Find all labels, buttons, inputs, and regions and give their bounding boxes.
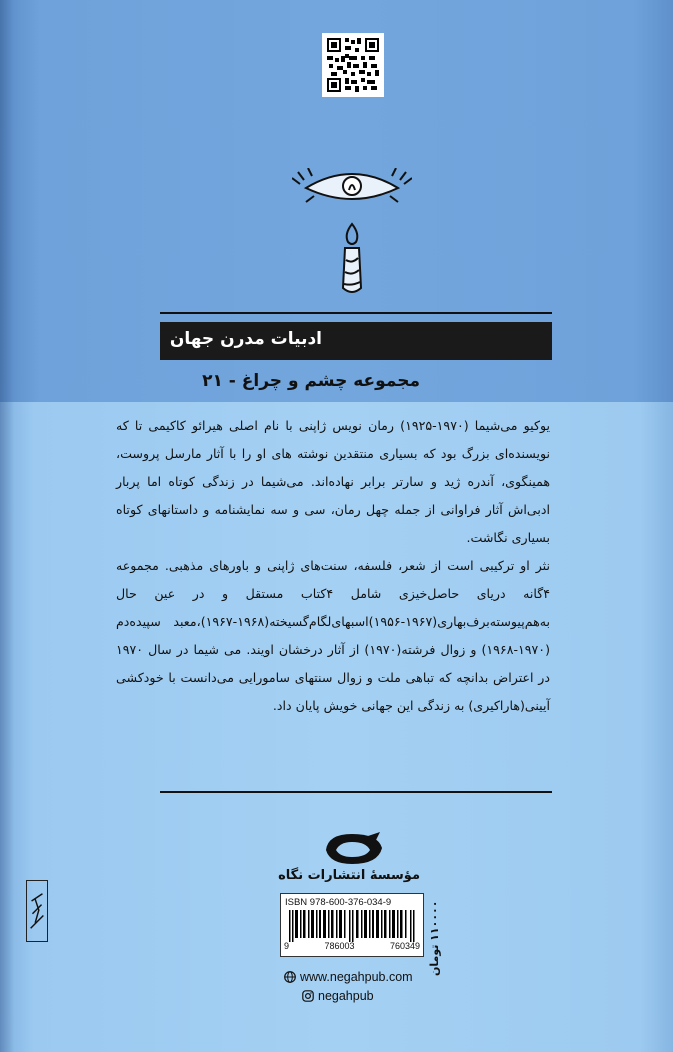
negah-logo-icon (322, 830, 386, 868)
barcode-digits (284, 941, 420, 951)
collection-title: مجموعه چشم و چراغ - ۲۱ (202, 371, 420, 391)
barcode-digits-right: 760349 (389, 941, 420, 951)
bottom-divider (160, 791, 552, 793)
isbn-number: ISBN 978-600-376-034-9 (285, 897, 392, 908)
synopsis-paragraph-1: یوکیو می‌شیما (۱۹۷۰-۱۹۲۵) رمان نویس ژاپنی با نام اصلی هیرائو کاکیمی تا که نویسنده‌ای بزرگ بود که بسیاری منتقدین نوشته های او را با آثار مارسل پروست، همینگوی، آندره ژید و سارتر برابر نهاده‌اند. می‌شیما در زندگی کوتاه اما پربار ادبی‌اش آثار فراوانی از جمله چهل رمان، سی و سه نمایشنامه و داستانهای کوتاه بسیاری نگاشت. (116, 418, 550, 545)
publisher-spine-logo-icon (26, 880, 48, 942)
eye-candle-emblem-icon (292, 168, 412, 303)
barcode (280, 893, 424, 957)
series-title-band (160, 322, 552, 360)
globe-icon (284, 971, 296, 983)
series-title: ادبیات مدرن جهان (169, 329, 322, 349)
qr-code-icon (322, 33, 384, 97)
price-label: ۱۱۰۰۰۰ تومان (428, 901, 441, 977)
instagram-handle: negahpub (318, 989, 374, 1003)
instagram-line (302, 989, 374, 1003)
barcode-digit-left: 9 (284, 941, 290, 951)
collection-line (160, 371, 552, 397)
instagram-icon (302, 990, 314, 1002)
website-line (284, 970, 413, 984)
barcode-digits-mid: 786003 (324, 941, 355, 951)
synopsis-paragraph-2: نثر او ترکیبی است از شعر، فلسفه، سنت‌های ژاپنی و باورهای مذهبی. مجموعه ۴گانه دریای حاصل‌خیزی شامل ۴کتاب مستقل و در عین حال به‌هم‌پیوسته‌برف‌بهاری(۱۹۶۷-۱۹۵۶)اسبهای‌لگام‌گسیخته(۱۹۶۸-۱۹۶۷)،معبد سپیده‌دم (۱۹۷۰-۱۹۶۸) و زوال فرشته(۱۹۷۰) از آثار درخشان اویند. می شیما در سال ۱۹۷۰ در اعتراض بدانچه که تباهی ملت و زوال سنتهای سامورایی می‌دانست با خودکشی آیینی(هاراکیری) به زندگی این جهانی خویش پایان داد. (116, 558, 550, 713)
publisher-name: مؤسسهٔ انتشارات نگاه (278, 868, 420, 883)
top-divider (160, 312, 552, 314)
website-url: www.negahpub.com (300, 970, 413, 984)
synopsis (116, 412, 550, 720)
barcode-bars-icon (289, 910, 415, 942)
spine-shadow (0, 0, 14, 1052)
